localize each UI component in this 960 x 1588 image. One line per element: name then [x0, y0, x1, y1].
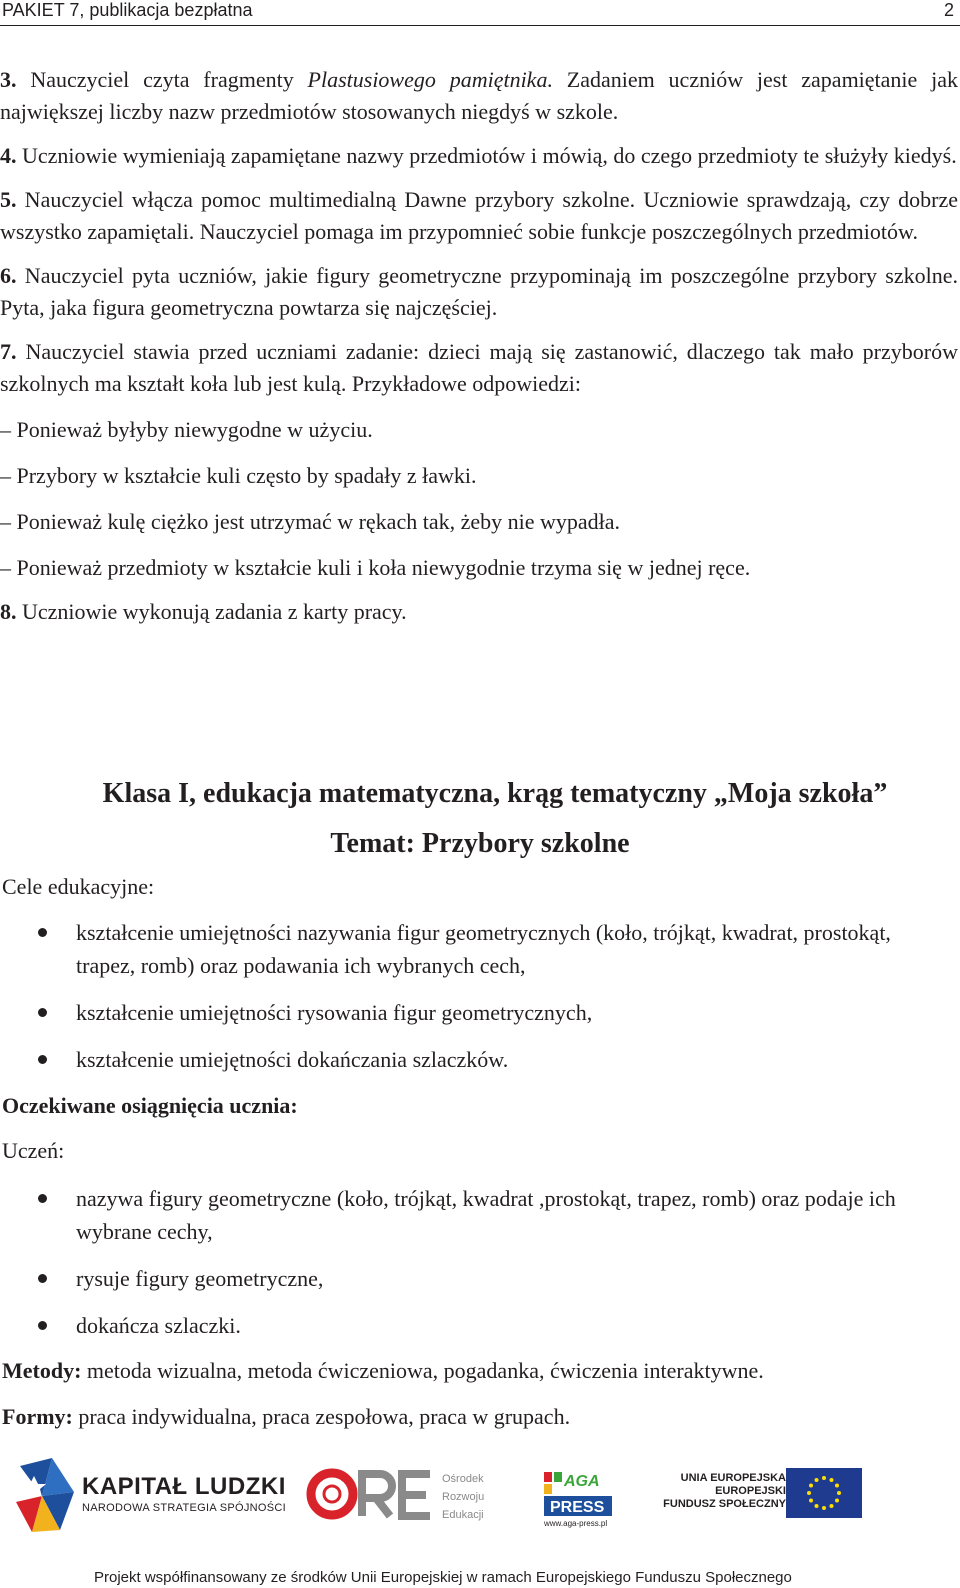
eu-star — [809, 1499, 813, 1503]
list-item: rysuje figury geometryczne, — [0, 1262, 920, 1295]
page-header — [0, 0, 960, 26]
outcomes-list — [0, 1182, 960, 1356]
step-number: 3. — [0, 67, 17, 92]
methods-line — [2, 1356, 764, 1386]
lesson-topic: Temat: Przybory szkolne — [330, 828, 630, 859]
eu-line: FUNDUSZ SPOŁECZNY — [663, 1498, 786, 1510]
step-5 — [0, 184, 958, 248]
step-3 — [0, 64, 958, 128]
ore-line: Ośrodek — [442, 1473, 484, 1485]
ore-logo — [306, 1468, 434, 1520]
step-text: Nauczyciel czyta fragmenty — [16, 67, 308, 92]
aga-url: www.aga-press.pl — [544, 1519, 608, 1528]
student-label: Uczeń: — [2, 1138, 65, 1163]
step-text: Nauczyciel stawia przed uczniami zadanie: dzieci mają się zastanowić, dlaczego tak mało przyborów szkolnych ma kształt koła lub jest kulą. Przykładowe odpowiedzi: — [0, 339, 958, 396]
goals-list — [0, 916, 960, 1090]
eu-flag-icon — [786, 1468, 862, 1518]
outcomes-label: Oczekiwane osiągnięcia ucznia: — [2, 1093, 298, 1118]
step-text: Nauczyciel włącza pomoc multimedialną Dawne przybory szkolne. Uczniowie sprawdzają, czy dobrze wszystko zapamiętali. Nauczyciel pomaga im przypomnieć sobie funkcje poszczególnych przedmiotów. — [0, 187, 958, 244]
eu-line: EUROPEJSKI — [715, 1485, 786, 1497]
eu-name — [646, 1472, 786, 1511]
footer-note: Projekt współfinansowany ze środków Unii Europejskiej w ramach Europejskiego Funduszu Społecznego — [94, 1569, 792, 1586]
step-number: 7. — [0, 339, 17, 364]
eu-star — [830, 1478, 834, 1482]
eu-star — [822, 1476, 826, 1480]
ore-line: Rozwoju — [442, 1491, 485, 1503]
step-6 — [0, 260, 958, 324]
ore-line: Edukacji — [442, 1509, 484, 1521]
eu-star — [815, 1478, 819, 1482]
step-7 — [0, 336, 958, 400]
header-title: PAKIET 7, publikacja bezpłatna — [2, 0, 253, 20]
kapital-ludzki-name: KAPITAŁ LUDZKI — [82, 1473, 286, 1500]
list-item: nazywa figury geometryczne (koło, trójkąt, kwadrat ,prostokąt, trapez, romb) oraz podaje ich wybrane cechy, — [0, 1182, 920, 1248]
aga-name: AGA — [564, 1473, 600, 1490]
methods-label: Metody: — [2, 1358, 82, 1383]
eu-line: UNIA EUROPEJSKA — [680, 1472, 786, 1484]
step-text: Nauczyciel pyta uczniów, jakie figury geometryczne przypominają im poszczególne przybory szkolne. Pyta, jaka figura geometryczna powtarza się najczęściej. — [0, 263, 958, 320]
eu-star — [837, 1491, 841, 1495]
aga-sub: PRESS — [550, 1499, 605, 1516]
page-number: 2 — [943, 0, 954, 20]
kapital-ludzki-logo — [12, 1456, 78, 1534]
forms-label: Formy: — [2, 1404, 73, 1429]
lesson-title: Klasa I, edukacja matematyczna, krąg tematyczny „Moja szkoła” — [102, 778, 888, 809]
step-8 — [0, 596, 958, 628]
step-number: 6. — [0, 263, 17, 288]
eu-star — [809, 1484, 813, 1488]
step-text: Zadaniem uczniów jest zapamiętanie jak największej liczby nazw przedmiotów stosowanych niegdyś w szkole. — [0, 67, 959, 124]
kapital-ludzki-sub: NARODOWA STRATEGIA SPÓJNOŚCI — [82, 1502, 286, 1514]
book-title: Plastusiowego pamiętnika. — [307, 67, 553, 92]
step-text: Uczniowie wykonują zadania z karty pracy. — [16, 599, 407, 624]
forms-line — [2, 1402, 570, 1432]
step-number: 4. — [0, 143, 17, 168]
ore-name — [442, 1470, 484, 1524]
step-number: 8. — [0, 599, 17, 624]
methods-text: metoda wizualna, metoda ćwiczeniowa, pogadanka, ćwiczenia interaktywne. — [81, 1358, 764, 1383]
goals-label: Cele edukacyjne: — [2, 874, 155, 899]
eu-star — [807, 1491, 811, 1495]
answer-item: – Ponieważ byłyby niewygodne w użyciu. — [0, 417, 373, 442]
answer-item: – Ponieważ kulę ciężko jest utrzymać w rękach tak, żeby nie wypadła. — [0, 509, 621, 534]
step-number: 5. — [0, 187, 17, 212]
forms-text: praca indywidualna, praca zespołowa, praca w grupach. — [72, 1404, 571, 1429]
aga-press-logo — [542, 1466, 614, 1528]
lesson-steps — [0, 64, 960, 628]
list-item: dokańcza szlaczki. — [0, 1309, 920, 1342]
eu-star — [835, 1499, 839, 1503]
step-text: Uczniowie wymieniają zapamiętane nazwy przedmiotów i mówią, do czego przedmioty te służyły kiedyś. — [16, 143, 957, 168]
eu-star — [835, 1484, 839, 1488]
list-item: kształcenie umiejętności nazywania figur geometrycznych (koło, trójkąt, kwadrat, prostokąt, trapez, romb) oraz podawania ich wybranych cech, — [0, 916, 920, 982]
list-item: kształcenie umiejętności dokańczania szlaczków. — [0, 1043, 920, 1076]
eu-star — [815, 1504, 819, 1508]
answer-item: – Ponieważ przedmioty w kształcie kuli i koła niewygodnie trzyma się w jednej ręce. — [0, 555, 751, 580]
sponsor-logos — [0, 1448, 960, 1548]
step-4 — [0, 140, 958, 172]
eu-star — [830, 1504, 834, 1508]
answer-item: – Przybory w kształcie kuli często by spadały z ławki. — [0, 463, 477, 488]
eu-star — [822, 1506, 826, 1510]
list-item: kształcenie umiejętności rysowania figur geometrycznych, — [0, 996, 920, 1029]
